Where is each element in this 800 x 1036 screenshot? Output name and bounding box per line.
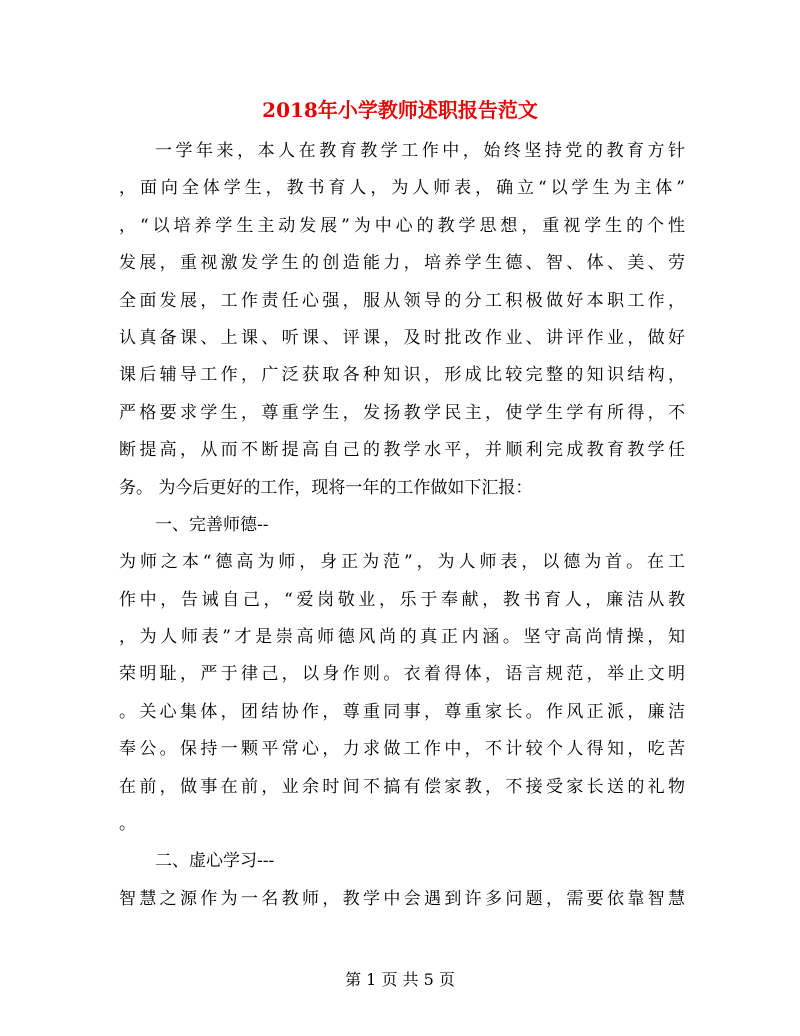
document-title: 2018年小学教师述职报告范文 (262, 98, 538, 122)
paragraph-line: 作中，告诫自己，“爱岗敬业，乐于奉献，教书育人，廉洁从教 (119, 589, 685, 610)
paragraph-line: 认真备课、上课、听课、评课，及时批改作业、讲评作业，做好 (119, 327, 685, 348)
section-heading: 一、完善师德-- (155, 514, 269, 535)
paragraph-line: 全面发展，工作责任心强，服从领导的分工积极做好本职工作， (119, 290, 685, 311)
paragraph-line: 荣明耻，严于律己，以身作则。衣着得体，语言规范，举止文明 (119, 664, 685, 685)
paragraph-line: 务。 为今后更好的工作，现将一年的工作做如下汇报： (119, 477, 533, 498)
paragraph-line: 一学年来，本人在教育教学工作中，始终坚持党的教育方针 (155, 141, 685, 161)
paragraph-line: 断提高，从而不断提高自己的教学水平，并顺利完成教育教学任 (119, 440, 685, 461)
page-footer: 第 1 页 共 5 页 (345, 970, 455, 989)
paragraph-line: ，“以培养学生主动发展”为中心的教学思想，重视学生的个性 (119, 215, 685, 236)
paragraph-line: ，面向全体学生，教书育人，为人师表，确立“以学生为主体” (119, 178, 685, 199)
paragraph-line: 。关心集体，团结协作，尊重同事，尊重家长。作风正派，廉洁 (119, 701, 685, 722)
paragraph-line: 奉公。保持一颗平常心，力求做工作中，不计较个人得知，吃苦 (119, 739, 685, 760)
paragraph-line: 严格要求学生，尊重学生，发扬教学民主，使学生学有所得，不 (119, 402, 685, 423)
paragraph-line: 智慧之源作为一名教师，教学中会遇到许多问题，需要依靠智慧 (119, 888, 685, 909)
section-heading: 二、虚心学习--- (155, 851, 275, 872)
paragraph-line: 为师之本“德高为师，身正为范”，为人师表，以德为首。在工 (119, 552, 685, 573)
paragraph-line: 在前，做事在前，业余时间不搞有偿家教，不接受家长送的礼物 (119, 776, 685, 797)
paragraph-line: 课后辅导工作，广泛获取各种知识，形成比较完整的知识结构， (119, 365, 685, 386)
paragraph-line: 。 (119, 814, 136, 835)
document-body (119, 133, 685, 918)
paragraph-line: ，为人师表”才是崇高师德风尚的真正内涵。坚守高尚情操，知 (119, 627, 685, 648)
paragraph-line: 发展，重视激发学生的创造能力，培养学生德、智、体、美、劳 (119, 253, 685, 274)
